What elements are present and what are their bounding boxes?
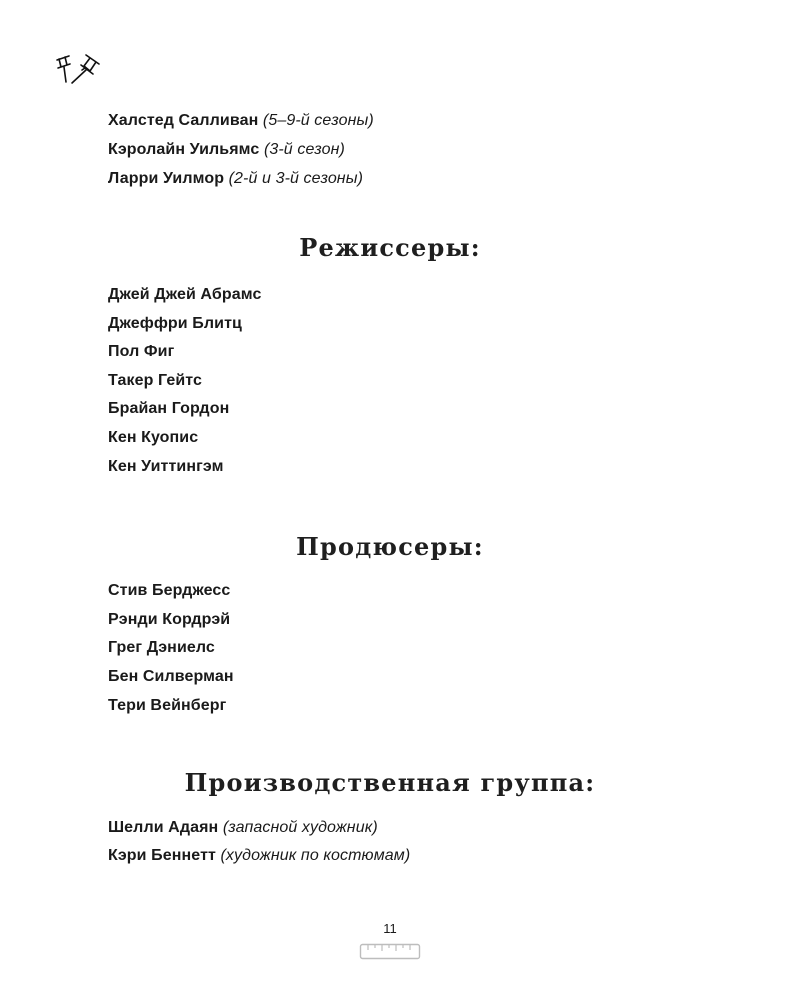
page-number: 11 bbox=[383, 921, 397, 936]
credit-note: (3-й сезон) bbox=[263, 141, 345, 158]
credit-line bbox=[108, 169, 363, 189]
director-name: Кен Куопис bbox=[108, 429, 199, 446]
director-name: Джей Джей Абрамс bbox=[108, 286, 262, 303]
director-name: Джеффри Блитц bbox=[108, 315, 242, 332]
producer-name: Грег Дэниелс bbox=[108, 639, 215, 656]
credit-line bbox=[108, 846, 410, 866]
credit-name: Кэролайн Уильямс bbox=[108, 141, 260, 158]
director-name: Брайан Гордон bbox=[108, 400, 230, 417]
credit-name: Шелли Адаян bbox=[108, 819, 219, 836]
production-team-heading: Производственная группа: bbox=[184, 768, 596, 797]
credit-name: Кэри Беннетт bbox=[108, 847, 216, 864]
director-name: Кен Уиттингэм bbox=[108, 458, 224, 475]
credit-line bbox=[108, 111, 374, 131]
credit-note: (2-й и 3-й сезоны) bbox=[228, 170, 364, 187]
producer-name: Бен Силверман bbox=[108, 668, 234, 685]
producer-name: Стив Берджесс bbox=[108, 582, 231, 599]
producer-name: Тери Вейнберг bbox=[108, 697, 227, 714]
director-name: Такер Гейтс bbox=[108, 372, 203, 389]
credit-name: Ларри Уилмор bbox=[108, 170, 225, 187]
director-name: Пол Фиг bbox=[108, 343, 175, 360]
credit-name: Халстед Салливан bbox=[108, 112, 259, 129]
credit-note: (художник по костюмам) bbox=[220, 847, 411, 864]
producers-heading: Продюсеры: bbox=[296, 532, 484, 561]
pushpin-icon bbox=[52, 50, 106, 92]
credit-note: (запасной художник) bbox=[222, 819, 378, 836]
credit-line bbox=[108, 140, 345, 160]
producer-name: Рэнди Кордрэй bbox=[108, 611, 231, 628]
directors-heading: Режиссеры: bbox=[299, 233, 481, 262]
credit-note: (5–9-й сезоны) bbox=[262, 112, 374, 129]
credit-line bbox=[108, 818, 378, 838]
ruler-icon bbox=[359, 940, 421, 962]
